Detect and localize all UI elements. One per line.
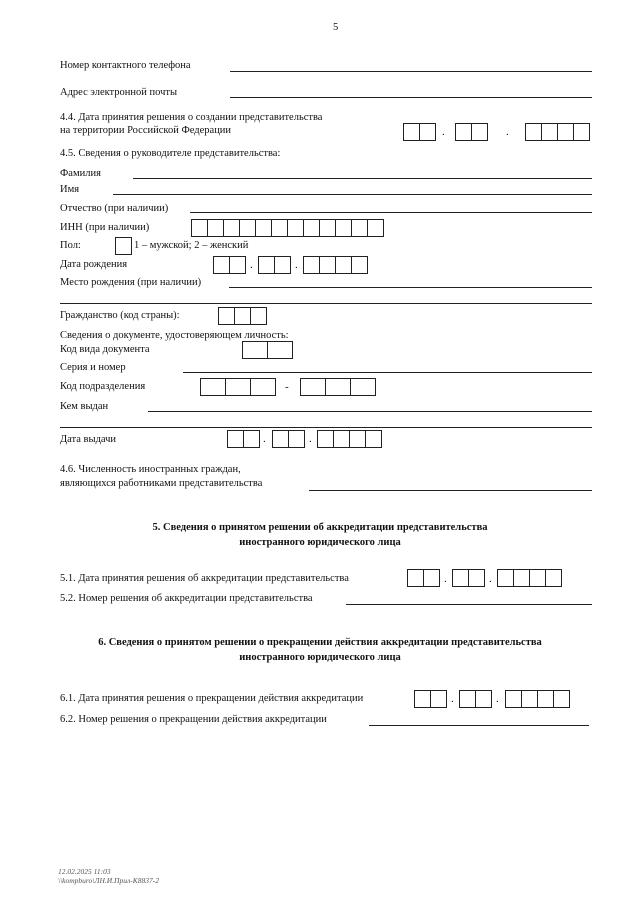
inn-label: ИНН (при наличии) xyxy=(60,222,150,233)
surname-label: Фамилия xyxy=(60,168,101,179)
s61-dot-1: . xyxy=(451,693,454,705)
s46-label-line2: являющихся работниками представительства xyxy=(60,478,263,489)
birth-dot-1: . xyxy=(250,259,253,271)
issued-by-field-line[interactable] xyxy=(148,411,592,412)
s44-dot-1: . xyxy=(442,126,445,138)
birth-date-label: Дата рождения xyxy=(60,259,128,270)
section5-title-line1: 5. Сведения о принятом решении об аккредитации представительства xyxy=(152,522,488,533)
phone-field-line[interactable] xyxy=(230,71,592,72)
issued-by-field-line-2[interactable] xyxy=(60,427,592,428)
s62-label: 6.2. Номер решения о прекращении действия аккредитации xyxy=(60,714,327,725)
birth-day-cells[interactable] xyxy=(213,256,246,274)
issue-dot-2: . xyxy=(309,433,312,445)
name-label: Имя xyxy=(60,184,80,195)
name-field-line[interactable] xyxy=(113,194,592,195)
subdivision-code-cells-2[interactable] xyxy=(300,378,376,396)
doc-type-cells[interactable] xyxy=(242,341,293,359)
section6-title-line1: 6. Сведения о принятом решении о прекращении действия аккредитации представительства xyxy=(98,637,542,648)
s61-dot-2: . xyxy=(496,693,499,705)
subdivision-code-label: Код подразделения xyxy=(60,381,146,392)
email-field-line[interactable] xyxy=(230,97,592,98)
s51-label: 5.1. Дата принятия решения об аккредитации представительства xyxy=(60,573,349,584)
citizenship-cells[interactable] xyxy=(218,307,267,325)
sex-label: Пол: xyxy=(60,240,81,251)
sex-options-text: 1 – мужской; 2 – женский xyxy=(134,240,249,251)
section5-title-line2: иностранного юридического лица xyxy=(239,537,401,548)
s62-field-line[interactable] xyxy=(369,725,589,726)
doc-type-label: Код вида документа xyxy=(60,344,150,355)
s61-label: 6.1. Дата принятия решения о прекращении действия аккредитации xyxy=(60,693,364,704)
issue-month-cells[interactable] xyxy=(272,430,305,448)
s46-field-line[interactable] xyxy=(309,490,592,491)
issue-day-cells[interactable] xyxy=(227,430,260,448)
s44-day-cells[interactable] xyxy=(403,123,436,141)
subdivision-code-cells-1[interactable] xyxy=(200,378,276,396)
birth-place-field-line-2[interactable] xyxy=(60,303,592,304)
series-number-field-line[interactable] xyxy=(183,372,592,373)
s44-dot-2: . xyxy=(506,126,509,138)
footer-timestamp: 12.02.2025 11:03 xyxy=(58,867,111,876)
s44-label-line2: на территории Российской Федерации xyxy=(60,125,232,136)
s44-label-line1: 4.4. Дата принятия решения о создании представительства xyxy=(60,112,323,123)
footer-file-path: \\kompburo\ЛН.И.Прил-К8837-2 xyxy=(58,876,159,885)
phone-label: Номер контактного телефона xyxy=(60,60,191,71)
citizenship-label: Гражданство (код страны): xyxy=(60,310,180,321)
sex-cell[interactable] xyxy=(115,237,132,255)
s45-title: 4.5. Сведения о руководителе представительства: xyxy=(60,148,281,159)
identity-doc-title: Сведения о документе, удостоверяющем личность: xyxy=(60,330,289,341)
subdivision-dash: - xyxy=(285,381,289,393)
s44-year-cells[interactable] xyxy=(525,123,590,141)
issue-date-label: Дата выдачи xyxy=(60,434,117,445)
page-number: 5 xyxy=(333,22,339,33)
birth-place-label: Место рождения (при наличии) xyxy=(60,277,202,288)
birth-dot-2: . xyxy=(295,259,298,271)
birth-year-cells[interactable] xyxy=(303,256,368,274)
s61-day-cells[interactable] xyxy=(414,690,447,708)
s61-year-cells[interactable] xyxy=(505,690,570,708)
issue-dot-1: . xyxy=(263,433,266,445)
patronymic-field-line[interactable] xyxy=(190,212,592,213)
s51-dot-2: . xyxy=(489,573,492,585)
issued-by-label: Кем выдан xyxy=(60,401,109,412)
s51-year-cells[interactable] xyxy=(497,569,562,587)
birth-place-field-line[interactable] xyxy=(229,287,592,288)
s61-month-cells[interactable] xyxy=(459,690,492,708)
s52-label: 5.2. Номер решения об аккредитации представительства xyxy=(60,593,313,604)
s46-label-line1: 4.6. Численность иностранных граждан, xyxy=(60,464,241,475)
series-number-label: Серия и номер xyxy=(60,362,126,373)
s51-month-cells[interactable] xyxy=(452,569,485,587)
section6-title-line2: иностранного юридического лица xyxy=(239,652,401,663)
issue-year-cells[interactable] xyxy=(317,430,382,448)
s52-field-line[interactable] xyxy=(346,604,592,605)
surname-field-line[interactable] xyxy=(133,178,592,179)
s51-day-cells[interactable] xyxy=(407,569,440,587)
email-label: Адрес электронной почты xyxy=(60,87,178,98)
birth-month-cells[interactable] xyxy=(258,256,291,274)
patronymic-label: Отчество (при наличии) xyxy=(60,203,169,214)
s51-dot-1: . xyxy=(444,573,447,585)
inn-cells[interactable] xyxy=(191,219,384,237)
s44-month-cells[interactable] xyxy=(455,123,488,141)
